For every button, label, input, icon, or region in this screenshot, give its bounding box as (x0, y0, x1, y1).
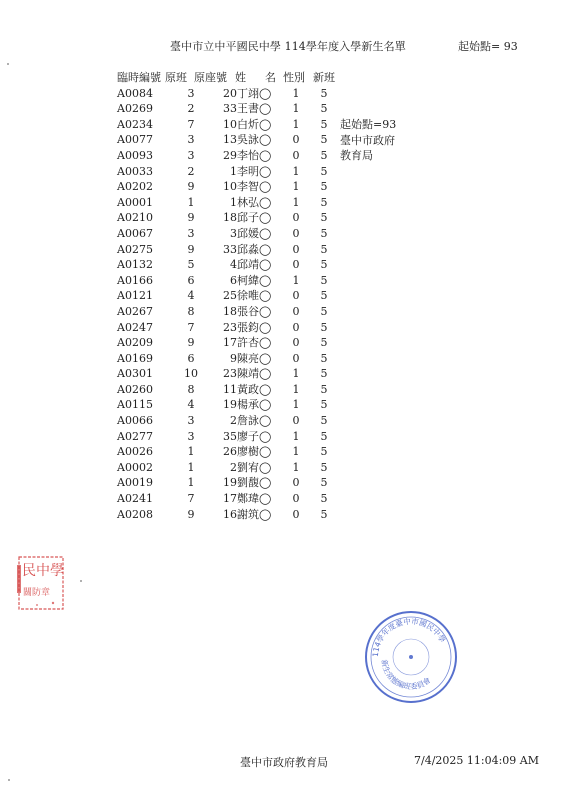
cell-name: 詹詠◯ (237, 414, 272, 428)
cell-sex: 0 (292, 148, 300, 162)
cell-name: 廖子◯ (237, 429, 272, 443)
cell-original-class: 7 (187, 117, 195, 131)
cell-new-class: 5 (320, 226, 328, 240)
cell-sex: 0 (292, 507, 300, 521)
cell-new-class: 5 (320, 242, 328, 256)
header-temp-id: 臨時編號 (117, 71, 161, 84)
cell-original-seat: 19 (223, 476, 237, 490)
cell-temp-id: A0210 (117, 211, 153, 225)
cell-original-seat: 3 (230, 226, 237, 240)
cell-new-class: 5 (320, 148, 328, 162)
cell-new-class: 5 (320, 86, 328, 100)
cell-temp-id: A0132 (117, 258, 153, 272)
cell-original-seat: 33 (223, 242, 237, 256)
start-point-label: 起始點= 93 (458, 40, 518, 53)
cell-temp-id: A0093 (117, 148, 153, 162)
cell-name: 鄭瑋◯ (237, 492, 272, 506)
cell-temp-id: A0269 (117, 102, 153, 116)
scan-speck (8, 779, 10, 781)
cell-original-seat: 11 (223, 382, 237, 396)
cell-original-class: 9 (187, 507, 195, 521)
cell-original-seat: 20 (223, 86, 237, 100)
cell-new-class: 5 (320, 164, 328, 178)
cell-temp-id: A0260 (117, 382, 153, 396)
cell-sex: 1 (292, 445, 300, 459)
cell-temp-id: A0084 (117, 86, 153, 100)
cell-temp-id: A0301 (117, 367, 153, 381)
cell-temp-id: A0077 (117, 133, 153, 147)
cell-new-class: 5 (320, 460, 328, 474)
side-note (340, 117, 396, 164)
cell-name: 王書◯ (237, 102, 272, 116)
cell-sex: 0 (292, 258, 300, 272)
cell-original-class: 1 (187, 195, 195, 209)
cell-original-seat: 17 (223, 336, 237, 350)
cell-name: 許杏◯ (237, 336, 272, 350)
cell-original-class: 8 (187, 304, 195, 318)
cell-new-class: 5 (320, 273, 328, 287)
cell-name: 張鈞◯ (237, 320, 272, 334)
cell-original-class: 1 (187, 476, 195, 490)
cell-original-class: 3 (187, 148, 195, 162)
cell-name: 李明◯ (237, 164, 272, 178)
header-original-class: 原班 (165, 71, 187, 84)
cell-original-seat: 1 (230, 164, 237, 178)
cell-name: 丁翊◯ (237, 86, 272, 100)
cell-sex: 1 (292, 429, 300, 443)
cell-original-class: 9 (187, 242, 195, 256)
cell-sex: 0 (292, 211, 300, 225)
cell-temp-id: A0267 (117, 304, 153, 318)
cell-new-class: 5 (320, 289, 328, 303)
header-new-class: 新班 (313, 71, 335, 84)
cell-name: 黃政◯ (237, 382, 272, 396)
cell-sex: 0 (292, 414, 300, 428)
cell-original-class: 1 (187, 460, 195, 474)
header-sex: 性別 (283, 71, 305, 84)
cell-name: 林弘◯ (237, 195, 272, 209)
cell-original-seat: 23 (223, 367, 237, 381)
cell-new-class: 5 (320, 133, 328, 147)
cell-name: 陳靖◯ (237, 367, 272, 381)
cell-sex: 0 (292, 336, 300, 350)
cell-original-seat: 6 (230, 273, 237, 287)
cell-original-class: 10 (184, 367, 198, 381)
cell-original-class: 6 (187, 273, 195, 287)
cell-original-seat: 10 (223, 180, 237, 194)
cell-new-class: 5 (320, 414, 328, 428)
cell-sex: 0 (292, 133, 300, 147)
cell-original-seat: 19 (223, 398, 237, 412)
cell-temp-id: A0209 (117, 336, 153, 350)
svg-text:114學年度臺中市國民中學: 114學年度臺中市國民中學 (370, 616, 448, 658)
cell-original-class: 8 (187, 382, 195, 396)
cell-temp-id: A0202 (117, 180, 153, 194)
cell-sex: 1 (292, 273, 300, 287)
cell-original-seat: 18 (223, 211, 237, 225)
svg-text:新生常態編班委員會: 新生常態編班委員會 (379, 659, 433, 692)
cell-sex: 1 (292, 86, 300, 100)
svg-text:民中學: 民中學 (22, 563, 64, 579)
cell-sex: 1 (292, 102, 300, 116)
footer-organization: 臺中市政府教育局 (240, 756, 328, 769)
cell-original-class: 6 (187, 351, 195, 365)
cell-original-seat: 13 (223, 133, 237, 147)
cell-original-class: 9 (187, 336, 195, 350)
cell-name: 謝筑◯ (237, 507, 272, 521)
cell-new-class: 5 (320, 336, 328, 350)
cell-name: 邱子◯ (237, 211, 272, 225)
cell-temp-id: A0115 (117, 398, 153, 412)
cell-name: 吳詠◯ (237, 133, 272, 147)
cell-name: 柯緯◯ (237, 273, 272, 287)
header-surname: 姓 (235, 71, 246, 84)
cell-new-class: 5 (320, 429, 328, 443)
cell-temp-id: A0208 (117, 507, 153, 521)
header-original-seat: 原座號 (194, 71, 227, 84)
cell-sex: 1 (292, 180, 300, 194)
cell-original-class: 3 (187, 429, 195, 443)
cell-name: 邱靖◯ (237, 258, 272, 272)
cell-original-seat: 23 (223, 320, 237, 334)
cell-temp-id: A0002 (117, 460, 153, 474)
cell-sex: 0 (292, 476, 300, 490)
side-note-org-line2: 教育局 (340, 149, 373, 163)
cell-sex: 1 (292, 117, 300, 131)
school-seal-stamp (17, 553, 67, 613)
cell-original-class: 2 (187, 164, 195, 178)
cell-original-seat: 16 (223, 507, 237, 521)
cell-original-class: 5 (187, 258, 195, 272)
cell-original-seat: 9 (230, 351, 237, 365)
cell-temp-id: A0033 (117, 164, 153, 178)
cell-new-class: 5 (320, 180, 328, 194)
cell-temp-id: A0066 (117, 414, 153, 428)
cell-temp-id: A0241 (117, 492, 153, 506)
cell-name: 白炘◯ (237, 117, 272, 131)
cell-new-class: 5 (320, 476, 328, 490)
cell-new-class: 5 (320, 507, 328, 521)
header-given-name: 名 (265, 71, 276, 84)
cell-new-class: 5 (320, 367, 328, 381)
cell-original-seat: 18 (223, 304, 237, 318)
cell-sex: 1 (292, 195, 300, 209)
cell-new-class: 5 (320, 211, 328, 225)
cell-temp-id: A0026 (117, 445, 153, 459)
cell-temp-id: A0001 (117, 195, 153, 209)
cell-sex: 0 (292, 289, 300, 303)
cell-temp-id: A0121 (117, 289, 153, 303)
cell-original-seat: 4 (230, 258, 237, 272)
cell-name: 邱媛◯ (237, 226, 272, 240)
cell-original-seat: 33 (223, 102, 237, 116)
cell-name: 李怡◯ (237, 148, 272, 162)
cell-new-class: 5 (320, 351, 328, 365)
cell-new-class: 5 (320, 445, 328, 459)
cell-original-seat: 25 (223, 289, 237, 303)
cell-original-class: 3 (187, 226, 195, 240)
cell-temp-id: A0169 (117, 351, 153, 365)
cell-temp-id: A0277 (117, 429, 153, 443)
cell-original-class: 3 (187, 414, 195, 428)
cell-new-class: 5 (320, 258, 328, 272)
cell-name: 徐唯◯ (237, 289, 272, 303)
cell-original-seat: 10 (223, 117, 237, 131)
cell-new-class: 5 (320, 398, 328, 412)
cell-name: 楊承◯ (237, 398, 272, 412)
cell-new-class: 5 (320, 195, 328, 209)
cell-original-class: 2 (187, 102, 195, 116)
cell-temp-id: A0234 (117, 117, 153, 131)
cell-original-class: 7 (187, 320, 195, 334)
cell-original-seat: 17 (223, 492, 237, 506)
cell-original-seat: 2 (230, 414, 237, 428)
cell-temp-id: A0019 (117, 476, 153, 490)
cell-new-class: 5 (320, 304, 328, 318)
cell-name: 陳亮◯ (237, 351, 272, 365)
cell-name: 邱淼◯ (237, 242, 272, 256)
cell-sex: 1 (292, 164, 300, 178)
cell-temp-id: A0247 (117, 320, 153, 334)
page-title: 臺中市立中平國民中學 114學年度入學新生名單 (170, 40, 406, 53)
cell-new-class: 5 (320, 382, 328, 396)
cell-sex: 0 (292, 492, 300, 506)
cell-sex: 0 (292, 320, 300, 334)
cell-original-class: 3 (187, 133, 195, 147)
side-note-start-point: 起始點=93 (340, 118, 397, 131)
cell-name: 劉馥◯ (237, 476, 272, 490)
cell-temp-id: A0275 (117, 242, 153, 256)
committee-round-seal (362, 608, 460, 706)
cell-original-class: 1 (187, 445, 195, 459)
cell-sex: 1 (292, 398, 300, 412)
side-note-org-line1: 臺中市政府 (340, 133, 395, 147)
cell-original-class: 4 (187, 398, 195, 412)
footer-timestamp: 7/4/2025 11:04:09 AM (414, 754, 540, 767)
cell-original-class: 9 (187, 180, 195, 194)
cell-name: 劉宥◯ (237, 460, 272, 474)
cell-new-class: 5 (320, 117, 328, 131)
cell-sex: 0 (292, 351, 300, 365)
cell-original-class: 3 (187, 86, 195, 100)
cell-new-class: 5 (320, 102, 328, 116)
scan-speck (7, 63, 9, 65)
cell-sex: 1 (292, 382, 300, 396)
cell-original-seat: 2 (230, 460, 237, 474)
cell-original-class: 4 (187, 289, 195, 303)
cell-temp-id: A0067 (117, 226, 153, 240)
scan-speck (80, 580, 82, 582)
cell-sex: 0 (292, 242, 300, 256)
svg-text:關防章: 關防章 (23, 588, 51, 598)
cell-temp-id: A0166 (117, 273, 153, 287)
cell-new-class: 5 (320, 320, 328, 334)
cell-sex: 1 (292, 460, 300, 474)
cell-original-seat: 35 (223, 429, 237, 443)
cell-new-class: 5 (320, 492, 328, 506)
cell-original-seat: 29 (223, 148, 237, 162)
cell-original-class: 7 (187, 492, 195, 506)
cell-sex: 1 (292, 367, 300, 381)
cell-original-seat: 1 (230, 195, 237, 209)
cell-name: 李智◯ (237, 180, 272, 194)
cell-sex: 0 (292, 226, 300, 240)
cell-original-class: 9 (187, 211, 195, 225)
cell-name: 廖樹◯ (237, 445, 272, 459)
cell-sex: 0 (292, 304, 300, 318)
cell-name: 張谷◯ (237, 304, 272, 318)
cell-original-seat: 26 (223, 445, 237, 459)
